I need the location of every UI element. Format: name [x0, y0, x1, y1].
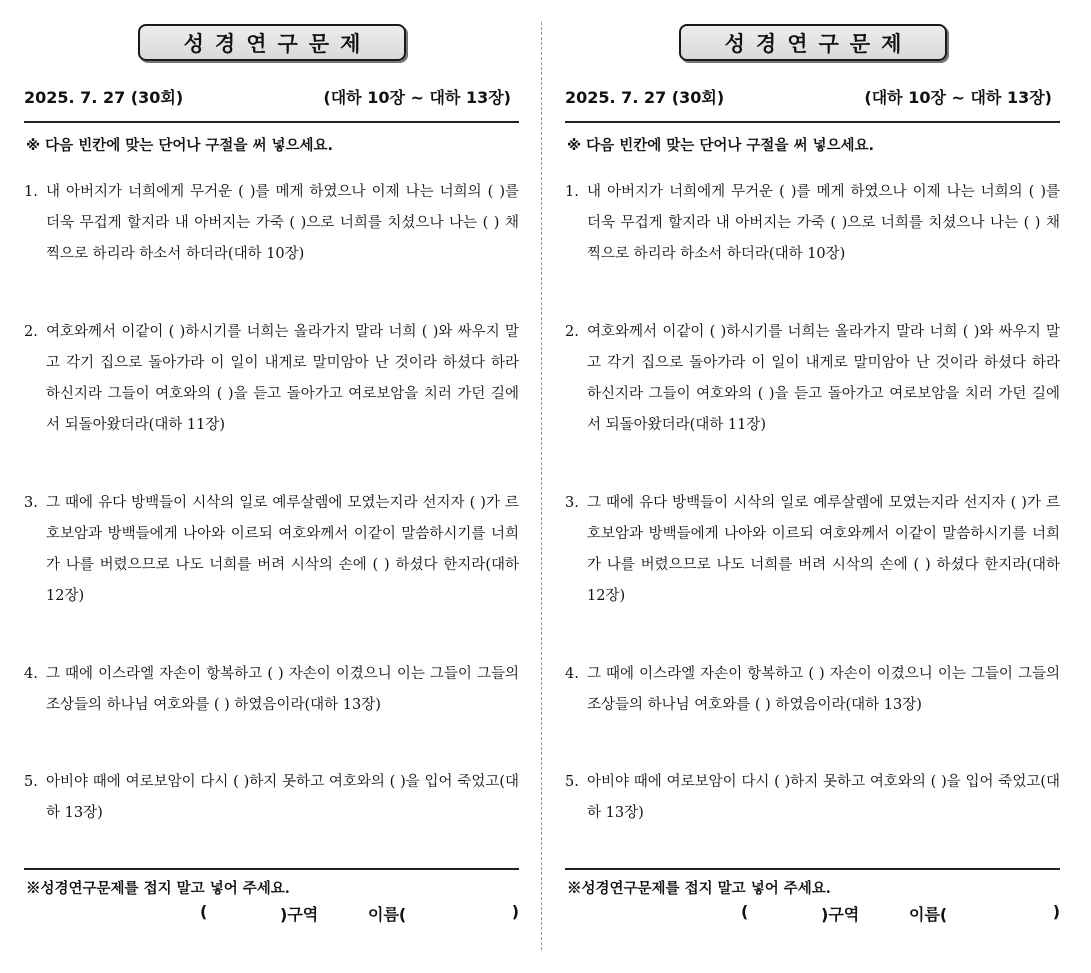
question-text: 아비야 때에 여로보암이 다시 ( )하지 못하고 여호와의 ( )을 입어 죽었고(대하 13장): [587, 774, 1060, 821]
question-4: [24, 659, 519, 721]
question-number: 4.: [24, 666, 38, 682]
name-label: 이름(: [368, 905, 407, 924]
question-2: [565, 317, 1060, 441]
question-text: 내 아버지가 너희에게 무거운 ( )를 메게 하였으나 이제 나는 너희의 ( )를 더욱 무겁게 할지라 내 아버지는 가죽 ( )으로 너희를 치셨으나 나는 ( ) 채찍으로 하리라 하소서 하더라(대하 10장): [46, 184, 519, 262]
question-number: 2.: [565, 324, 579, 340]
instruction-text: ※ 다음 빈칸에 맞는 단어나 구절을 써 넣으세요.: [26, 138, 334, 154]
footer-divider: [24, 868, 519, 870]
question-number: 2.: [24, 324, 38, 340]
instruction-text: ※ 다음 빈칸에 맞는 단어나 구절을 써 넣으세요.: [567, 138, 875, 154]
question-text: 여호와께서 이같이 ( )하시기를 너희는 올라가지 말라 너희 ( )와 싸우지 말고 각기 집으로 돌아가라 이 일이 내게로 말미암아 난 것이라 하셨다 하라 하신지라 그들이 여호와의 ( )을 듣고 돌아가고 여로보암을 치러 가던 길에서 되돌아왔더라(대하 11장): [46, 324, 519, 433]
worksheet-title: 성경연구문제: [679, 24, 947, 61]
question-2: [24, 317, 519, 441]
chapter-range: (대하 10장 ~ 대하 13장): [864, 88, 1052, 107]
district-label: )구역: [280, 905, 319, 924]
name-close-paren: ): [1052, 902, 1060, 921]
date-label: 2025. 7. 27 (30회): [565, 88, 725, 107]
name-district-line: [565, 902, 1060, 926]
question-number: 5.: [24, 774, 38, 790]
question-5: [24, 767, 519, 829]
district-open-paren: (: [741, 902, 749, 921]
question-text: 그 때에 이스라엘 자손이 항복하고 ( ) 자손이 이겼으니 이는 그들이 그들의 조상들의 하나님 여호와를 ( ) 하였음이라(대하 13장): [46, 666, 519, 713]
footer-note: ※성경연구문제를 접지 말고 넣어 주세요.: [567, 880, 831, 897]
chapter-range: (대하 10장 ~ 대하 13장): [323, 88, 511, 107]
footer-divider: [565, 868, 1060, 870]
name-close-paren: ): [511, 902, 519, 921]
question-text: 여호와께서 이같이 ( )하시기를 너희는 올라가지 말라 너희 ( )와 싸우지 말고 각기 집으로 돌아가라 이 일이 내게로 말미암아 난 것이라 하셨다 하라 하신지라 그들이 여호와의 ( )을 듣고 돌아가고 여로보암을 치러 가던 길에서 되돌아왔더라(대하 11장): [587, 324, 1060, 433]
worksheet-left: [24, 0, 519, 973]
question-text: 내 아버지가 너희에게 무거운 ( )를 메게 하였으나 이제 나는 너희의 ( )를 더욱 무겁게 할지라 내 아버지는 가죽 ( )으로 너희를 치셨으나 나는 ( ) 채찍으로 하리라 하소서 하더라(대하 10장): [587, 184, 1060, 262]
worksheet-right: [565, 0, 1060, 973]
worksheet-meta: [24, 85, 519, 111]
question-number: 1.: [24, 184, 38, 200]
question-text: 아비야 때에 여로보암이 다시 ( )하지 못하고 여호와의 ( )을 입어 죽었고(대하 13장): [46, 774, 519, 821]
question-1: [24, 177, 519, 270]
district-label: )구역: [821, 905, 860, 924]
question-3: [24, 488, 519, 612]
question-number: 3.: [24, 495, 38, 511]
name-label: 이름(: [909, 905, 948, 924]
footer-note: ※성경연구문제를 접지 말고 넣어 주세요.: [26, 880, 290, 897]
date-label: 2025. 7. 27 (30회): [24, 88, 184, 107]
worksheet-meta: [565, 85, 1060, 111]
question-number: 5.: [565, 774, 579, 790]
worksheet-title: 성경연구문제: [138, 24, 406, 61]
header-divider: [565, 121, 1060, 123]
question-number: 3.: [565, 495, 579, 511]
question-1: [565, 177, 1060, 270]
question-text: 그 때에 유다 방백들이 시삭의 일로 예루살렘에 모였는지라 선지자 ( )가 르호보암과 방백들에게 나아와 이르되 여호와께서 이같이 말씀하시기를 너희가 나를 버렸으므로 나도 너희를 버려 시삭의 손에 ( ) 하셨다 한지라(대하 12장): [46, 495, 519, 604]
question-5: [565, 767, 1060, 829]
question-text: 그 때에 유다 방백들이 시삭의 일로 예루살렘에 모였는지라 선지자 ( )가 르호보암과 방백들에게 나아와 이르되 여호와께서 이같이 말씀하시기를 너희가 나를 버렸으므로 나도 너희를 버려 시삭의 손에 ( ) 하셨다 한지라(대하 12장): [587, 495, 1060, 604]
center-cut-line: [541, 22, 542, 950]
name-district-line: [24, 902, 519, 926]
question-3: [565, 488, 1060, 612]
question-number: 1.: [565, 184, 579, 200]
question-4: [565, 659, 1060, 721]
question-text: 그 때에 이스라엘 자손이 항복하고 ( ) 자손이 이겼으니 이는 그들이 그들의 조상들의 하나님 여호와를 ( ) 하였음이라(대하 13장): [587, 666, 1060, 713]
question-number: 4.: [565, 666, 579, 682]
district-open-paren: (: [200, 902, 208, 921]
header-divider: [24, 121, 519, 123]
